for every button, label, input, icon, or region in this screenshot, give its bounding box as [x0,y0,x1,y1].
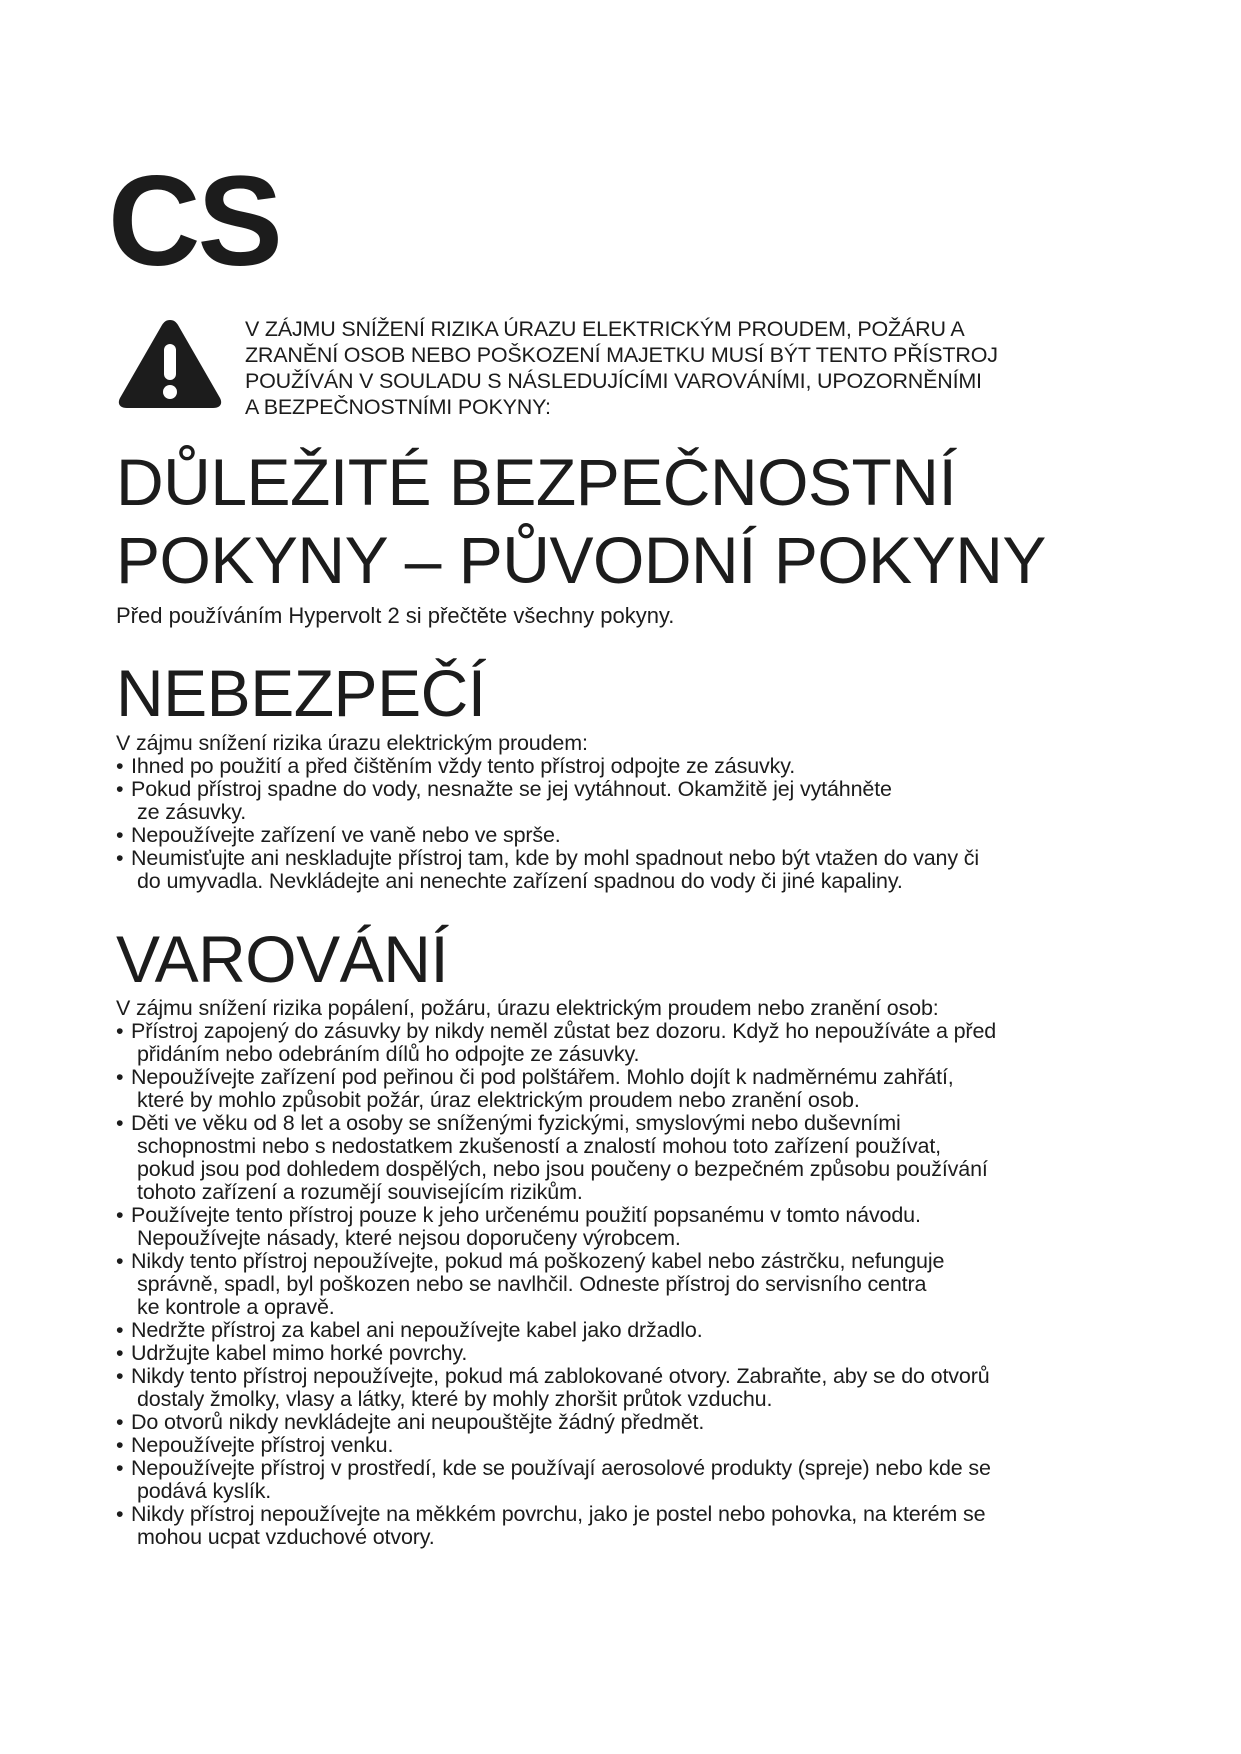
bullet-icon: • [116,1111,124,1135]
intro-line: A BEZPEČNOSTNÍMI POKYNY: [245,395,551,419]
list-item [116,824,1136,847]
list-item-text: do umyvadla. Nevkládejte ani nenechte zařízení spadnou do vody či jiné kapaliny. [137,869,903,893]
bullet-icon: • [116,777,124,801]
list-item-text: podává kyslík. [137,1479,272,1503]
list-item [116,1112,1136,1204]
list-item-text: Nepoužívejte zařízení ve vaně nebo ve sprše. [131,823,561,847]
list-item-text: Nepoužívejte přístroj v prostředí, kde se používají aerosolové produkty (spreje) nebo kde se [131,1456,991,1480]
list-item-text: dostaly žmolky, vlasy a látky, které by mohly zhoršit průtok vzduchu. [137,1387,773,1411]
list-item [116,755,1136,778]
list-item [116,1319,1136,1342]
list-item-text: Nikdy tento přístroj nepoužívejte, pokud má zablokované otvory. Zabraňte, aby se do otvorů [131,1364,990,1388]
page-title [116,443,1046,599]
language-code: CS [108,150,280,293]
list-item [116,1020,1136,1066]
list-item [116,1066,1136,1112]
list-item-text: Neumisťujte ani neskladujte přístroj tam, kde by mohl spadnout nebo být vtažen do vany či [131,846,980,870]
danger-section [116,732,1136,893]
list-item-text: Nedržte přístroj za kabel ani nepoužívejte kabel jako držadlo. [131,1318,703,1342]
bullet-icon: • [116,823,124,847]
list-item-text: Nepoužívejte přístroj venku. [131,1433,394,1457]
intro-line: POUŽÍVÁN V SOULADU S NÁSLEDUJÍCÍMI VAROVÁNÍMI, UPOZORNĚNÍMI [245,369,982,393]
list-item-text: Do otvorů nikdy nevkládejte ani neupouštějte žádný předmět. [131,1410,705,1434]
list-item-text: Ihned po použití a před čištěním vždy tento přístroj odpojte ze zásuvky. [131,754,796,778]
title-line: POKYNY – PŮVODNÍ POKYNY [116,523,1046,597]
warning-heading: VAROVÁNÍ [116,922,449,996]
warning-lead: V zájmu snížení rizika popálení, požáru, úrazu elektrickým proudem nebo zranění osob: [116,996,939,1020]
list-item [116,1434,1136,1457]
list-item-text: ke kontrole a opravě. [137,1295,335,1319]
safety-intro [245,316,1145,420]
list-item-text: správně, spadl, byl poškozen nebo se navlhčil. Odneste přístroj do servisního centra [137,1272,927,1296]
bullet-icon: • [116,1502,124,1526]
list-item-text: Nepoužívejte násady, které nejsou doporučeny výrobcem. [137,1226,681,1250]
list-item-text: které by mohlo způsobit požár, úraz elektrickým proudem nebo zranění osob. [137,1088,860,1112]
list-item-text: ze zásuvky. [137,800,247,824]
bullet-icon: • [116,1203,124,1227]
list-item [116,847,1136,893]
list-item [116,1365,1136,1411]
list-item [116,1250,1136,1319]
danger-heading: NEBEZPEČÍ [116,656,486,730]
list-item-text: schopnostmi nebo s nedostatkem zkušeností a znalostí mohou toto zařízení používat, [137,1134,941,1158]
list-item [116,1204,1136,1250]
danger-list [116,755,1136,893]
list-item [116,778,1136,824]
list-item [116,1503,1136,1549]
bullet-icon: • [116,1249,124,1273]
bullet-icon: • [116,1433,124,1457]
intro-line: V ZÁJMU SNÍŽENÍ RIZIKA ÚRAZU ELEKTRICKÝM PROUDEM, POŽÁRU A [245,317,965,341]
list-item-text: přidáním nebo odebráním dílů ho odpojte ze zásuvky. [137,1042,640,1066]
bullet-icon: • [116,846,124,870]
list-item [116,1411,1136,1434]
bullet-icon: • [116,1341,124,1365]
warning-triangle-icon [114,314,226,412]
bullet-icon: • [116,754,124,778]
title-line: DŮLEŽITÉ BEZPEČNOSTNÍ [116,445,957,519]
subtitle: Před používáním Hypervolt 2 si přečtěte všechny pokyny. [116,603,675,628]
list-item-text: Pokud přístroj spadne do vody, nesnažte se jej vytáhnout. Okamžitě jej vytáhněte [131,777,892,801]
list-item-text: Nikdy přístroj nepoužívejte na měkkém povrchu, jako je postel nebo pohovka, na kterém se [131,1502,986,1526]
intro-line: ZRANĚNÍ OSOB NEBO POŠKOZENÍ MAJETKU MUSÍ BÝT TENTO PŘÍSTROJ [245,343,998,367]
list-item-text: Udržujte kabel mimo horké povrchy. [131,1341,468,1365]
bullet-icon: • [116,1065,124,1089]
list-item-text: Přístroj zapojený do zásuvky by nikdy neměl zůstat bez dozoru. Když ho nepoužíváte a před [131,1019,997,1043]
bullet-icon: • [116,1364,124,1388]
list-item-text: Nikdy tento přístroj nepoužívejte, pokud má poškozený kabel nebo zástrčku, nefunguje [131,1249,945,1273]
warning-section [116,997,1136,1549]
list-item [116,1457,1136,1503]
bullet-icon: • [116,1318,124,1342]
list-item-text: Používejte tento přístroj pouze k jeho určenému použití popsanému v tomto návodu. [131,1203,921,1227]
bullet-icon: • [116,1019,124,1043]
list-item-text: Děti ve věku od 8 let a osoby se sníženými fyzickými, smyslovými nebo duševními [131,1111,901,1135]
list-item-text: mohou ucpat vzduchové otvory. [137,1525,435,1549]
list-item-text: tohoto zařízení a rozumějí souvisejícím rizikům. [137,1180,583,1204]
list-item-text: pokud jsou pod dohledem dospělých, nebo jsou poučeny o bezpečném způsobu používání [137,1157,988,1181]
list-item [116,1342,1136,1365]
bullet-icon: • [116,1410,124,1434]
bullet-icon: • [116,1456,124,1480]
warning-list [116,1020,1136,1549]
list-item-text: Nepoužívejte zařízení pod peřinou či pod polštářem. Mohlo dojít k nadměrnému zahřátí, [131,1065,954,1089]
danger-lead: V zájmu snížení rizika úrazu elektrickým proudem: [116,731,588,755]
